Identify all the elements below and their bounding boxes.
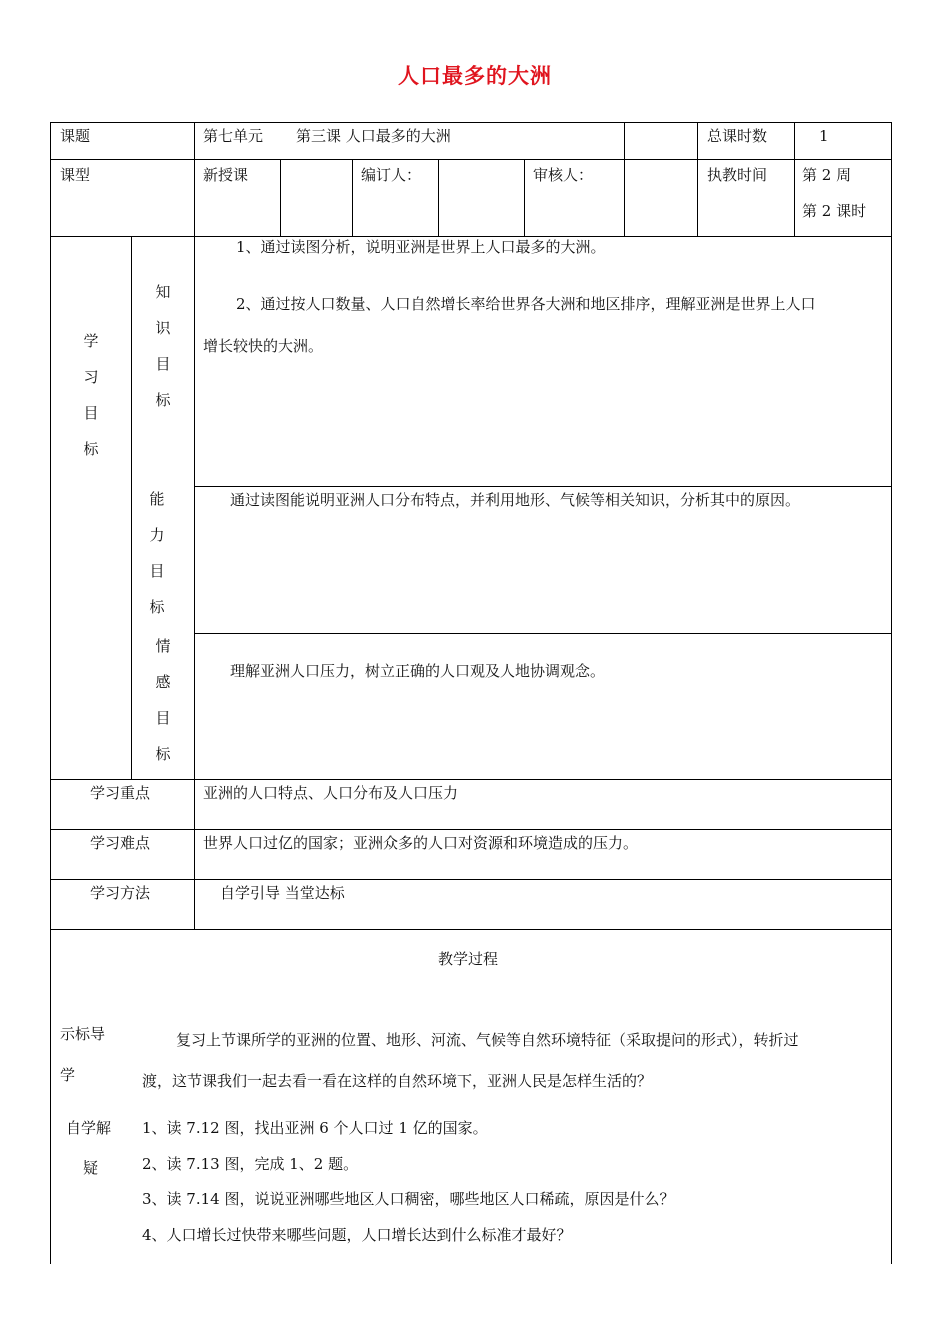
col-divider	[524, 159, 525, 236]
col-divider	[194, 122, 195, 929]
col-divider	[131, 236, 132, 779]
teaching-time-label: 执教时间	[707, 166, 768, 184]
document-title: 人口最多的大洲	[398, 64, 552, 88]
ability-goals-label: 能力目标	[149, 490, 165, 616]
editor-label: 编订人：	[361, 166, 422, 184]
intro-label: 示标导	[60, 1025, 106, 1043]
self-study-item: 4、人口增长过快带来哪些问题，人口增长达到什么标准才最好？	[142, 1226, 572, 1244]
ability-goal-text: 通过读图能说明亚洲人口分布特点，并利用地形、气候等相关知识，分析其中的原因。	[230, 491, 801, 509]
intro-label-cont: 学	[60, 1066, 76, 1084]
knowledge-goals-label: 知识目标	[155, 283, 171, 409]
emotion-goal-text: 理解亚洲人口压力，树立正确的人口观及人地协调观念。	[230, 662, 606, 680]
intro-text: 复习上节课所学的亚洲的位置、地形、河流、气候等自然环境特征（采取提问的形式），转折过	[176, 1031, 799, 1049]
col-divider	[280, 159, 281, 236]
col-divider	[624, 122, 625, 236]
difficulty-label: 学习难点	[90, 834, 151, 852]
row-divider	[50, 929, 892, 930]
col-divider	[438, 159, 439, 236]
total-periods-value: 1	[819, 127, 829, 145]
emotion-goals-label: 情感目标	[155, 637, 171, 763]
total-periods-label: 总课时数	[707, 127, 768, 145]
method-text: 自学引导 当堂达标	[220, 884, 345, 902]
difficulty-text: 世界人口过亿的国家；亚洲众多的人口对资源和环境造成的压力。	[203, 834, 639, 852]
period-value: 第 2 课时	[802, 202, 867, 220]
col-divider	[352, 159, 353, 236]
col-divider	[794, 122, 795, 236]
self-study-label-cont: 疑	[83, 1159, 99, 1177]
row-divider	[50, 779, 892, 780]
knowledge-item: 2、通过按人口数量、人口自然增长率给世界各大洲和地区排序，理解亚洲是世界上人口	[236, 295, 816, 313]
self-study-item: 2、读 7.13 图，完成 1、2 题。	[142, 1155, 359, 1173]
lesson-type-value: 新授课	[203, 166, 249, 184]
knowledge-item: 1、通过读图分析，说明亚洲是世界上人口最多的大洲。	[236, 238, 606, 256]
self-study-item: 1、读 7.12 图，找出亚洲 6 个人口过 1 亿的国家。	[142, 1119, 488, 1137]
topic-label: 课题	[60, 127, 91, 145]
row-divider	[50, 159, 892, 160]
table-border-top	[50, 122, 892, 123]
week-value: 第 2 周	[802, 166, 852, 184]
learning-goals-label: 学习目标	[83, 332, 99, 458]
row-divider	[194, 633, 892, 634]
intro-text-cont: 渡，这节课我们一起去看一看在这样的自然环境下，亚洲人民是怎样生活的？	[142, 1072, 653, 1090]
self-study-item: 3、读 7.14 图，说说亚洲哪些地区人口稠密，哪些地区人口稀疏，原因是什么？	[142, 1190, 675, 1208]
table-border-right	[891, 122, 892, 1264]
knowledge-item: 增长较快的大洲。	[203, 337, 324, 355]
focus-label: 学习重点	[90, 784, 151, 802]
process-title: 教学过程	[438, 950, 499, 968]
lesson-type-label: 课型	[60, 166, 91, 184]
col-divider	[697, 122, 698, 236]
table-border-left	[50, 122, 51, 1264]
row-divider	[194, 486, 892, 487]
row-divider	[50, 236, 892, 237]
row-divider	[50, 879, 892, 880]
lesson-value: 第三课 人口最多的大洲	[296, 127, 451, 145]
unit-value: 第七单元	[203, 127, 264, 145]
row-divider	[50, 829, 892, 830]
focus-text: 亚洲的人口特点、人口分布及人口压力	[203, 784, 459, 802]
method-label: 学习方法	[90, 884, 151, 902]
reviewer-label: 审核人：	[533, 166, 594, 184]
self-study-label: 自学解	[66, 1119, 112, 1137]
